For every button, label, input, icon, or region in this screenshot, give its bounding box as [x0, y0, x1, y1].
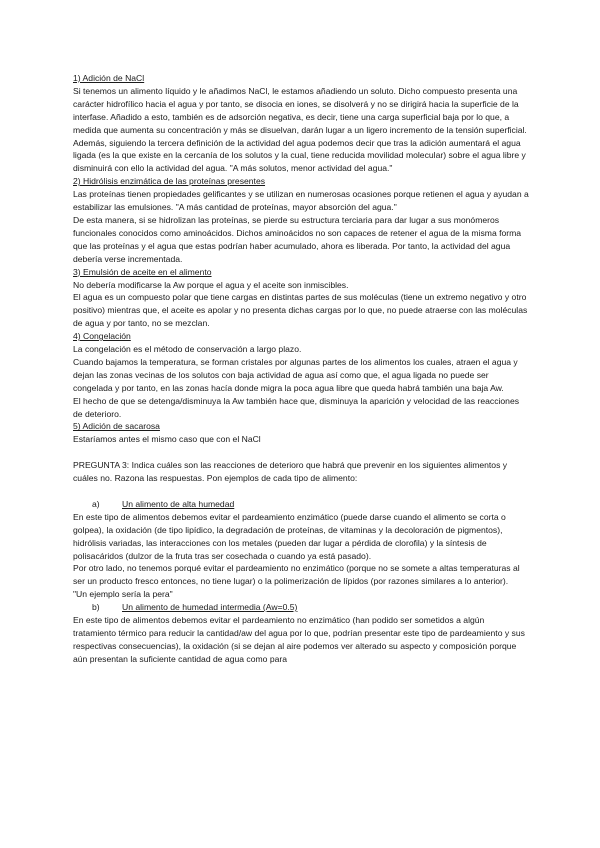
section-3-paragraph-2: El agua es un compuesto polar que tiene cargas en distintas partes de sus moléculas (tiene un extremo negativo y otro positivo) mientras que, el aceite es apolar y no presenta dichas cargas por lo que, no puede atraerse con las moléculas de agua y por tanto, no se mezclan.	[73, 292, 528, 329]
subsection-b-letter: b)	[92, 602, 100, 613]
spacer	[73, 446, 529, 459]
section-2-paragraph-2: De esta manera, si se hidrolizan las proteínas, se pierde su estructura terciaria para dar lugar a sus monómeros funcionales conocidos como aminoácidos. Dichos aminoácidos no son capaces de retener el agua de la misma forma que las proteínas y el agua que estas podrían haber acumulado, ahora es liberada. Por tanto, la actividad del agua debería verse incrementada.	[73, 214, 522, 264]
section-4-paragraph-2: Cuando bajamos la temperatura, se forman cristales por algunas partes de los alimentos los cuales, atraen el agua y dejan las zonas vecinas de los solutos con baja actividad de agua así como que, el agua ligada no puede ser congelada y por tanto, en las zonas hacía donde migra la poca agua libre que queda habrá también una baja Aw.	[73, 356, 518, 393]
subsection-b-heading	[92, 601, 529, 614]
subsection-a-letter: a)	[92, 498, 100, 509]
subsection-a-paragraph-1: En este tipo de alimentos debemos evitar el pardeamiento enzimático (puede darse cuando el alimento se corta o golpea), la oxidación (de tipo lipídico, la degradación de proteínas, de vitaminas y la decoloración de pigmentos), hidrólisis variadas, las interacciones con los metales (pueden dar lugar a pérdida de clorofila) y la síntesis de polisacáridos (dulzor de la fruta tras ser cosechada o cuando ya está pasado).	[73, 511, 506, 561]
subsection-a-example: "Un ejemplo sería la pera"	[73, 589, 173, 600]
question-3: PREGUNTA 3: Indica cuáles son las reacciones de deterioro que habrá que prevenir en los siguientes alimentos y cuáles no. Razona las respuestas. Pon ejemplos de cada tipo de alimento:	[73, 460, 508, 484]
section-1-paragraph-1: Si tenemos un alimento líquido y le añadimos NaCl, le estamos añadiendo un soluto. Dicho compuesto presenta una carácter hidrofílico hacia el agua y por tanto, se disocia en iones, se disolverá y no se dirigirá hacia la superficie de la interfase. Añadido a esto, también es de adsorción negativa, es decir, tiene una carga superficial baja por lo que, a medida que aumenta su concentración y más se disuelvan, darán lugar a un ligero incremento de la tensión superficial.	[73, 85, 527, 135]
spacer	[73, 485, 529, 498]
section-5-paragraph-1: Estaríamos antes el mismo caso que con el NaCl	[73, 434, 261, 445]
section-4-paragraph-3: El hecho de que se detenga/disminuya la Aw también hace que, disminuya la aparición y velocidad de las reacciones de deterioro.	[73, 395, 520, 419]
section-2-paragraph-1: Las proteínas tienen propiedades gelificantes y se utilizan en numerosas ocasiones porque retienen el agua y ayudan a estabilizar las emulsiones. "A más cantidad de proteínas, mayor absorción del agua."	[73, 189, 529, 213]
section-4-heading: 4) Congelación	[73, 331, 131, 342]
subsection-a-title: Un alimento de alta humedad	[122, 498, 235, 509]
section-1-heading: 1) Adición de NaCl	[73, 73, 145, 83]
subsection-b-title: Un alimento de humedad intermedia (Aw=0.5)	[122, 602, 298, 613]
section-5-heading: 5) Adición de sacarosa	[73, 421, 160, 432]
section-3-heading: 3) Emulsión de aceite en el alimento	[73, 266, 212, 277]
section-4-paragraph-1: La congelación es el método de conservación a largo plazo.	[73, 344, 302, 355]
section-2-heading: 2) Hidrólisis enzimática de las proteínas presentes	[73, 176, 266, 187]
subsection-b-paragraph-1: En este tipo de alimentos debemos evitar el pardeamiento no enzimático (han podido ser sometidos a algún tratamiento térmico para reducir la cantidad/aw del agua por lo que, podrían presentar este tipo de pardeamiento y sus respectivas consecuencias), la oxidación (si se dejan al aire podemos ver alterado su aspecto y composición porque aún presentan la suficiente cantidad de agua como para	[73, 615, 525, 664]
section-1-paragraph-2: Además, siguiendo la tercera definición de la actividad del agua podemos decir que tras la adición aumentará el agua ligada (es la que existe en la cercanía de los solutos y la cual, tiene reducida movilidad molecular) sobre el agua libre y disminuirá con ello la actividad del agua. "A más solutos, menor actividad del agua."	[73, 137, 526, 174]
subsection-a-heading	[92, 498, 529, 511]
document-body	[73, 72, 529, 666]
subsection-a-paragraph-2: Por otro lado, no tenemos porqué evitar el pardeamiento no enzimático (porque no se somete a altas temperaturas al ser un producto fresco entonces, no tiene lugar) o la polimerización de lípidos (por razones similares a lo anterior).	[73, 563, 520, 587]
section-3-paragraph-1: No debería modificarse la Aw porque el agua y el aceite son inmiscibles.	[73, 279, 349, 290]
